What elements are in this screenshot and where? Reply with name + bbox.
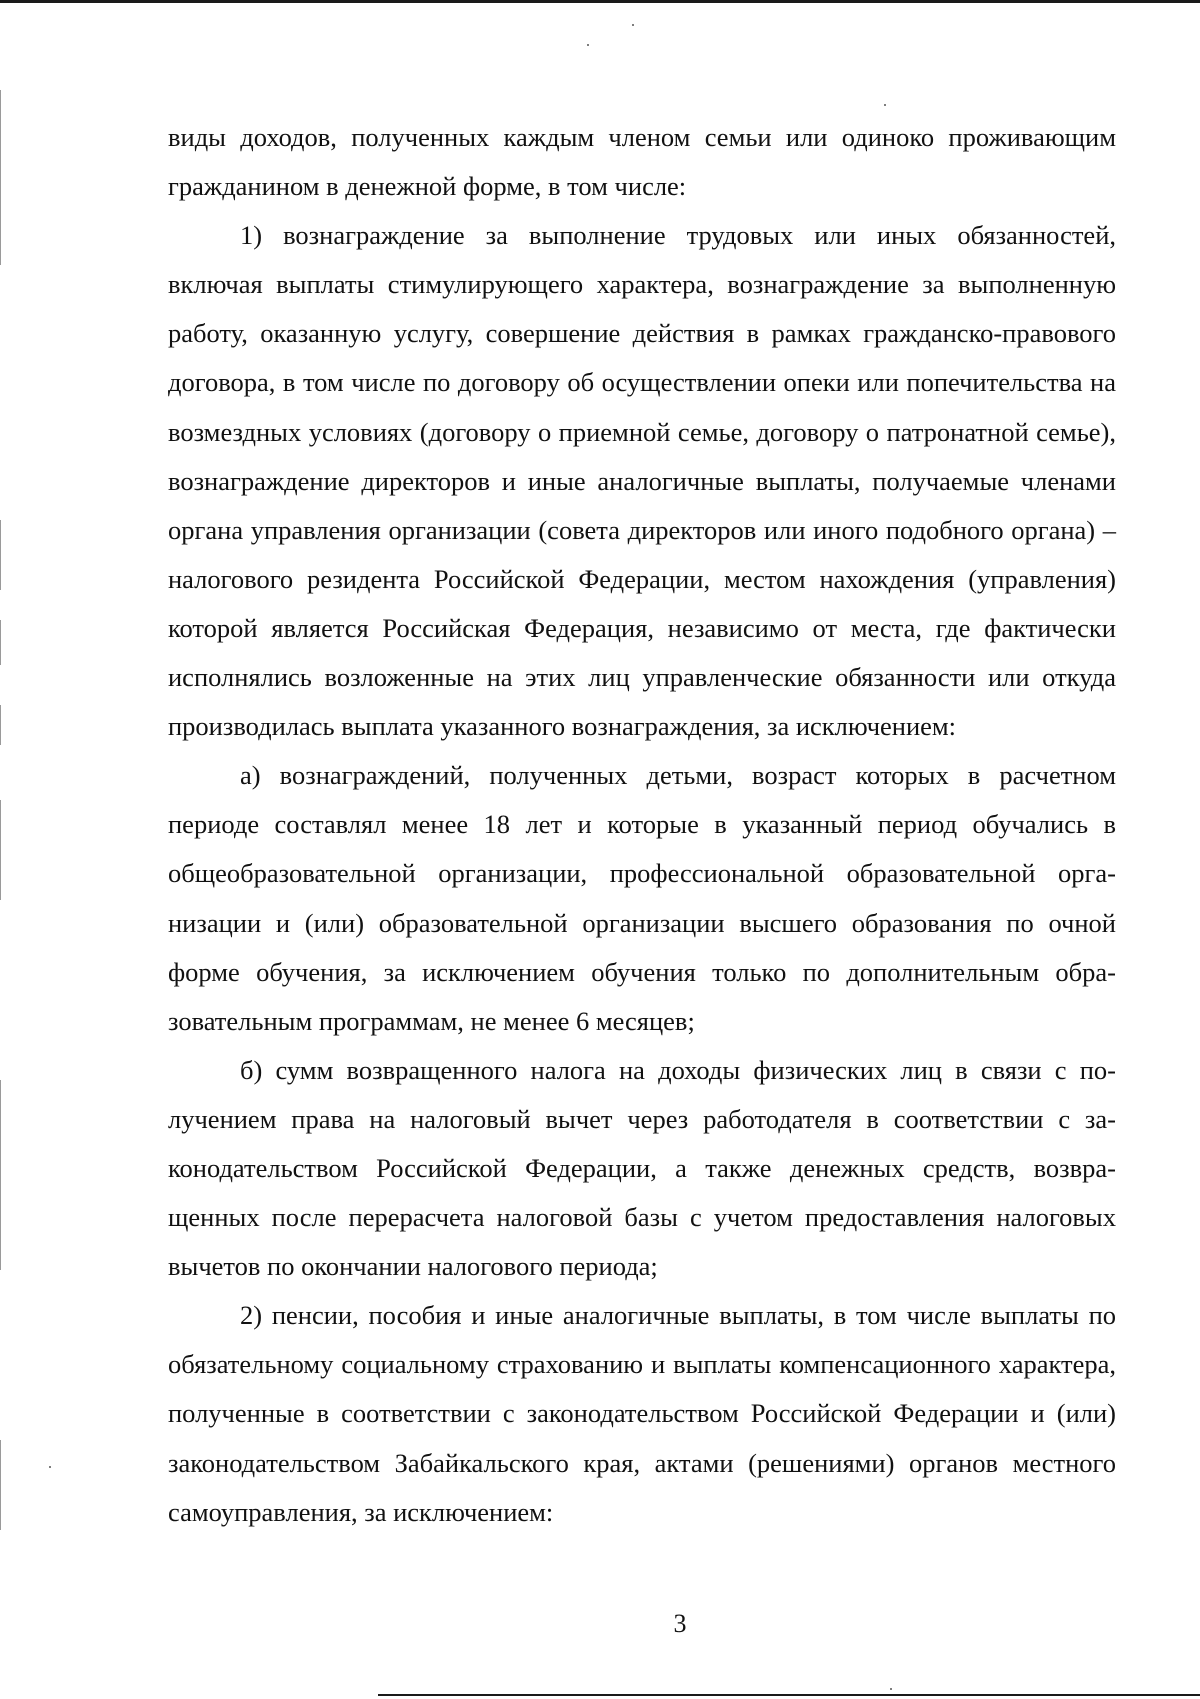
intro-paragraph: виды доходов, полученных каждым членом семьи или одиноко проживающим гражданином в денежной форме, в том числе:	[168, 122, 1116, 202]
scan-edge-left-3	[0, 620, 1, 665]
item-1b-tax-refund-exception: б) сумм возвращенного налога на доходы физических лиц в связи с получением права на налоговый вычет через работодателя в соответствии с законодательством Российской Федерации, а также денежных средств, возвращенных после перерасчета налоговой базы с учетом предоставления налоговых вычетов по окончании налогового периода;	[168, 1054, 1116, 1282]
scan-speck	[632, 24, 634, 26]
scan-speck	[890, 1688, 892, 1690]
scan-edge-left-5	[0, 800, 1, 900]
scan-edge-left-7	[0, 1440, 1, 1530]
scan-edge-left-1	[0, 90, 1, 265]
scan-edge-left-6	[0, 1080, 1, 1270]
scan-edge-bottom	[378, 1694, 1200, 1696]
scan-edge-left-4	[0, 705, 1, 745]
scan-edge-left-2	[0, 520, 1, 590]
item-2-pensions: 2) пенсии, пособия и иные аналогичные выплаты, в том числе выплаты по обязательному социальному страхованию и выплаты компенсационного характера, полученные в соответствии с законодательством Российской Федерации и (или) законодательством Забайкальского края, актами (решениями) органов местного самоуправления, за исключением:	[168, 1300, 1116, 1527]
scan-speck	[49, 1466, 51, 1468]
scan-speck	[884, 104, 886, 106]
page-number: 3	[673, 1609, 687, 1638]
scan-speck	[587, 44, 589, 46]
item-1-remuneration: 1) вознаграждение за выполнение трудовых или иных обязанностей, включая выплаты стимулирующего характера, вознаграждение за выполненную работу, оказанную услугу, совершение действия в рамках гражданско-правового договора, в том числе по договору об осуществлении опеки или попечительства на возмездных условиях (договору о приемной семье, договору о патронатной семье), вознаграждение директоров и иные аналогичные выплаты, получаемые членами органа управления организации (совета директоров или иного подобного органа) – налогового резидента Российской Федерации, местом нахождения (управления) которой является Российская Федерация, независимо от места, где фактически исполнялись возложенные на этих лиц управленческие обязанности или откуда производилась выплата указанного вознаграждения, за исключением:	[168, 220, 1116, 742]
item-1a-children-exception: а) вознаграждений, полученных детьми, возраст которых в расчетном периоде составлял менее 18 лет и которые в указанный период обучались в общеобразовательной организации, профессиональной образовательной организации и (или) образовательной организации высшего образования по очной форме обучения, за исключением обучения только по дополнительным образовательным программам, не менее 6 месяцев;	[168, 760, 1116, 1036]
scan-edge-top	[0, 0, 1200, 3]
document-body	[168, 113, 1116, 1537]
